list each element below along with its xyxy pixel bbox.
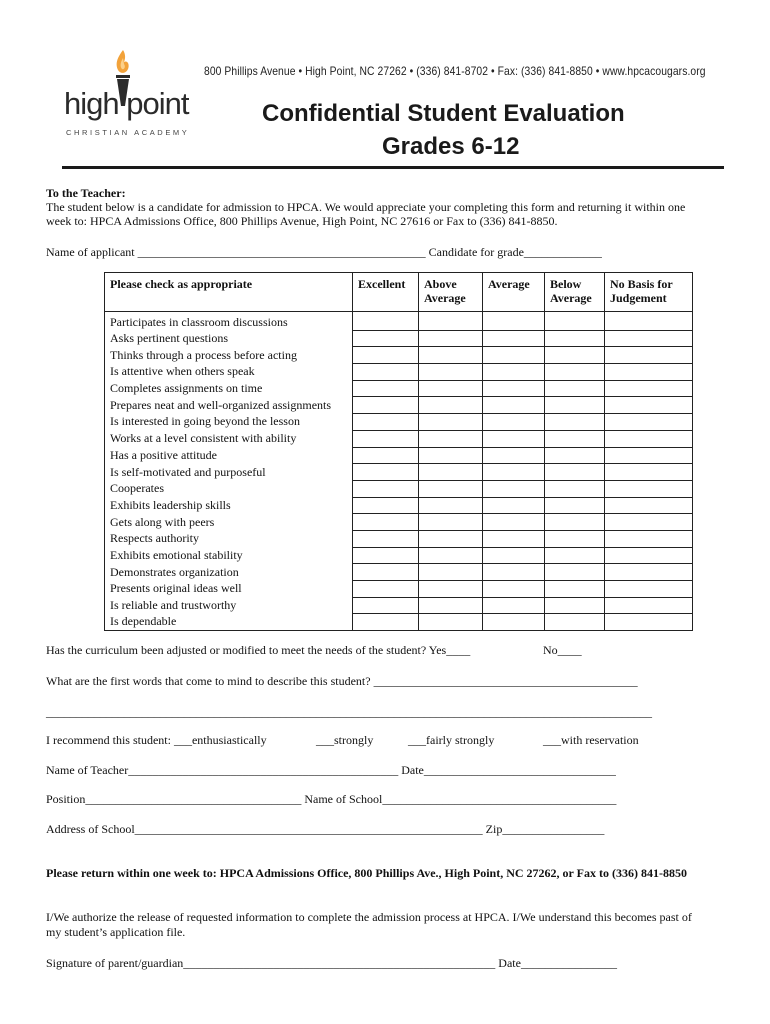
rating-cell-above-average[interactable] (419, 597, 483, 614)
form-subtitle: Grades 6-12 (382, 133, 520, 160)
rating-cell-above-average[interactable] (419, 430, 483, 447)
rating-cell-excellent[interactable] (353, 564, 419, 581)
table-row (105, 547, 693, 564)
rating-cell-excellent[interactable] (353, 597, 419, 614)
rating-cell-average[interactable] (483, 564, 545, 581)
rating-cell-above-average[interactable] (419, 380, 483, 397)
rating-cell-no-basis[interactable] (605, 364, 693, 381)
rating-cell-average[interactable] (483, 497, 545, 514)
intro-line-2: week to: HPCA Admissions Office, 800 Phillips Avenue, High Point, NC 27616 or Fax to (336) 841-8850. (46, 214, 558, 228)
criterion-label: Respects authority (105, 530, 353, 547)
rating-cell-no-basis[interactable] (605, 480, 693, 497)
rating-cell-excellent[interactable] (353, 414, 419, 431)
criterion-label: Demonstrates organization (105, 564, 353, 581)
header-below-average: Below Average (545, 273, 605, 312)
rating-cell-no-basis[interactable] (605, 430, 693, 447)
rating-cell-average[interactable] (483, 414, 545, 431)
table-row (105, 597, 693, 614)
rating-cell-below-average[interactable] (545, 480, 605, 497)
rating-cell-below-average[interactable] (545, 430, 605, 447)
school-address-field[interactable]: Address of School__________________________________________________________ Zip_________________ (46, 822, 605, 836)
rating-cell-above-average[interactable] (419, 464, 483, 481)
rating-cell-average[interactable] (483, 430, 545, 447)
rating-cell-average[interactable] (483, 547, 545, 564)
criterion-label: Exhibits emotional stability (105, 547, 353, 564)
rating-cell-excellent[interactable] (353, 397, 419, 414)
rating-cell-above-average[interactable] (419, 364, 483, 381)
rating-cell-excellent[interactable] (353, 514, 419, 531)
header-criteria: Please check as appropriate (105, 273, 353, 312)
rating-cell-excellent[interactable] (353, 464, 419, 481)
school-address: 800 Phillips Avenue • High Point, NC 27262 • (336) 841-8702 • Fax: (336) 841-8850 • www.hpcacougars.org (204, 64, 706, 78)
rating-cell-no-basis[interactable] (605, 414, 693, 431)
first-words-field[interactable]: What are the first words that come to mind to describe this student? ____________________________________________ (46, 674, 638, 688)
criterion-label: Exhibits leadership skills (105, 497, 353, 514)
rating-cell-below-average[interactable] (545, 581, 605, 598)
rating-cell-no-basis[interactable] (605, 564, 693, 581)
rating-cell-excellent[interactable] (353, 430, 419, 447)
rating-cell-below-average[interactable] (545, 447, 605, 464)
table-row (105, 364, 693, 381)
rating-cell-excellent[interactable] (353, 330, 419, 347)
table-row (105, 514, 693, 531)
rating-cell-no-basis[interactable] (605, 380, 693, 397)
curriculum-no[interactable]: No____ (543, 643, 582, 657)
criterion-label: Asks pertinent questions (105, 330, 353, 347)
rating-cell-above-average[interactable] (419, 480, 483, 497)
rating-cell-no-basis[interactable] (605, 447, 693, 464)
rating-cell-average[interactable] (483, 597, 545, 614)
rating-cell-below-average[interactable] (545, 364, 605, 381)
rating-cell-above-average[interactable] (419, 530, 483, 547)
rating-cell-above-average[interactable] (419, 347, 483, 364)
rating-cell-no-basis[interactable] (605, 514, 693, 531)
rating-cell-excellent[interactable] (353, 447, 419, 464)
rating-cell-excellent[interactable] (353, 530, 419, 547)
rating-cell-above-average[interactable] (419, 614, 483, 631)
rating-cell-no-basis[interactable] (605, 581, 693, 598)
rating-cell-no-basis[interactable] (605, 597, 693, 614)
rating-cell-average[interactable] (483, 347, 545, 364)
rating-cell-below-average[interactable] (545, 414, 605, 431)
criterion-label: Is reliable and trustworthy (105, 597, 353, 614)
rating-cell-excellent[interactable] (353, 480, 419, 497)
table-row (105, 414, 693, 431)
intro-heading: To the Teacher: (46, 186, 126, 200)
rating-cell-excellent[interactable] (353, 380, 419, 397)
rating-cell-above-average[interactable] (419, 397, 483, 414)
table-row (105, 480, 693, 497)
authorization-line-2: my student’s application file. (46, 925, 186, 939)
rating-cell-no-basis[interactable] (605, 547, 693, 564)
criterion-label: Prepares neat and well-organized assignments (105, 397, 353, 414)
intro-line-1: The student below is a candidate for admission to HPCA. We would appreciate your completing this form and returning it within one (46, 200, 686, 214)
rating-cell-excellent[interactable] (353, 364, 419, 381)
table-header-row (105, 273, 693, 312)
header-divider (62, 166, 724, 169)
table-row (105, 464, 693, 481)
table-row (105, 564, 693, 581)
recommend-with-reservation[interactable]: ___with reservation (543, 733, 639, 747)
rating-cell-below-average[interactable] (545, 514, 605, 531)
criterion-label: Is dependable (105, 614, 353, 631)
rating-cell-below-average[interactable] (545, 330, 605, 347)
criterion-label: Thinks through a process before acting (105, 347, 353, 364)
criterion-label: Has a positive attitude (105, 447, 353, 464)
recommend-enthusiastically[interactable]: I recommend this student: ___enthusiastically (46, 733, 267, 747)
rating-cell-below-average[interactable] (545, 530, 605, 547)
rating-cell-average[interactable] (483, 447, 545, 464)
criterion-label: Cooperates (105, 480, 353, 497)
form-title: Confidential Student Evaluation (262, 100, 625, 127)
evaluation-table (104, 272, 693, 631)
rating-cell-excellent[interactable] (353, 614, 419, 631)
rating-cell-below-average[interactable] (545, 547, 605, 564)
table-row (105, 347, 693, 364)
rating-cell-below-average[interactable] (545, 614, 605, 631)
rating-cell-average[interactable] (483, 397, 545, 414)
curriculum-question[interactable]: Has the curriculum been adjusted or modified to meet the needs of the student? Yes____ (46, 643, 471, 657)
school-logo (62, 52, 192, 142)
recommend-strongly[interactable]: ___strongly (316, 733, 374, 747)
rating-cell-no-basis[interactable] (605, 397, 693, 414)
rating-cell-above-average[interactable] (419, 564, 483, 581)
return-instructions: Please return within one week to: HPCA Admissions Office, 800 Phillips Ave., High Point, NC 27262, or Fax to (336) 841-8850 (46, 866, 687, 880)
rating-cell-above-average[interactable] (419, 330, 483, 347)
rating-cell-average[interactable] (483, 480, 545, 497)
logo-wordmark: high point (64, 86, 189, 121)
header-no-basis: No Basis for Judgement (605, 273, 693, 312)
header-excellent: Excellent (353, 273, 419, 312)
rating-cell-below-average[interactable] (545, 464, 605, 481)
rating-cell-excellent[interactable] (353, 547, 419, 564)
rating-cell-average[interactable] (483, 464, 545, 481)
rating-cell-average[interactable] (483, 330, 545, 347)
criterion-label: Participates in classroom discussions (105, 312, 353, 331)
recommend-fairly-strongly[interactable]: ___fairly strongly (408, 733, 495, 747)
rating-cell-excellent[interactable] (353, 497, 419, 514)
table-row (105, 497, 693, 514)
rating-cell-no-basis[interactable] (605, 614, 693, 631)
table-row (105, 312, 693, 331)
signature-field[interactable]: Signature of parent/guardian____________________________________________________ Date________________ (46, 956, 617, 970)
rating-cell-no-basis[interactable] (605, 530, 693, 547)
rating-cell-below-average[interactable] (545, 597, 605, 614)
authorization-line-1: I/We authorize the release of requested information to complete the admission process at HPCA. I/We understand this becomes past of (46, 910, 692, 924)
rating-cell-below-average[interactable] (545, 312, 605, 331)
rating-cell-below-average[interactable] (545, 347, 605, 364)
criterion-label: Is self-motivated and purposeful (105, 464, 353, 481)
rating-cell-average[interactable] (483, 380, 545, 397)
position-school-field[interactable]: Position____________________________________ Name of School_______________________________________ (46, 792, 617, 806)
rating-cell-no-basis[interactable] (605, 497, 693, 514)
table-row (105, 530, 693, 547)
rating-cell-no-basis[interactable] (605, 347, 693, 364)
rating-cell-above-average[interactable] (419, 447, 483, 464)
table-row (105, 397, 693, 414)
rating-cell-no-basis[interactable] (605, 330, 693, 347)
rating-cell-no-basis[interactable] (605, 464, 693, 481)
teacher-name-field[interactable]: Name of Teacher_____________________________________________ Date________________________________ (46, 763, 616, 777)
header-average: Average (483, 273, 545, 312)
rating-cell-average[interactable] (483, 312, 545, 331)
criterion-label: Completes assignments on time (105, 380, 353, 397)
criterion-label: Works at a level consistent with ability (105, 430, 353, 447)
rating-cell-below-average[interactable] (545, 497, 605, 514)
criterion-label: Is attentive when others speak (105, 364, 353, 381)
table-row (105, 614, 693, 631)
rating-cell-above-average[interactable] (419, 312, 483, 331)
rating-cell-excellent[interactable] (353, 347, 419, 364)
rating-cell-average[interactable] (483, 614, 545, 631)
rating-cell-average[interactable] (483, 364, 545, 381)
table-row (105, 430, 693, 447)
rating-cell-no-basis[interactable] (605, 312, 693, 331)
rating-cell-average[interactable] (483, 514, 545, 531)
first-words-continuation[interactable]: _____________________________________________________________________________________________________ (46, 705, 652, 719)
rating-cell-below-average[interactable] (545, 564, 605, 581)
table-row (105, 330, 693, 347)
table-row (105, 581, 693, 598)
criterion-label: Presents original ideas well (105, 581, 353, 598)
table-row (105, 380, 693, 397)
rating-cell-excellent[interactable] (353, 581, 419, 598)
criterion-label: Is interested in going beyond the lesson (105, 414, 353, 431)
rating-cell-excellent[interactable] (353, 312, 419, 331)
header-above-average: Above Average (419, 273, 483, 312)
table-row (105, 447, 693, 464)
rating-cell-above-average[interactable] (419, 497, 483, 514)
rating-cell-above-average[interactable] (419, 414, 483, 431)
criterion-label: Gets along with peers (105, 514, 353, 531)
logo-subtitle: CHRISTIAN ACADEMY (66, 128, 190, 137)
rating-cell-average[interactable] (483, 530, 545, 547)
rating-cell-above-average[interactable] (419, 581, 483, 598)
rating-cell-above-average[interactable] (419, 514, 483, 531)
rating-cell-below-average[interactable] (545, 397, 605, 414)
applicant-field[interactable]: Name of applicant ________________________________________________ Candidate for grade_____________ (46, 245, 602, 259)
rating-cell-above-average[interactable] (419, 547, 483, 564)
rating-cell-below-average[interactable] (545, 380, 605, 397)
rating-cell-average[interactable] (483, 581, 545, 598)
